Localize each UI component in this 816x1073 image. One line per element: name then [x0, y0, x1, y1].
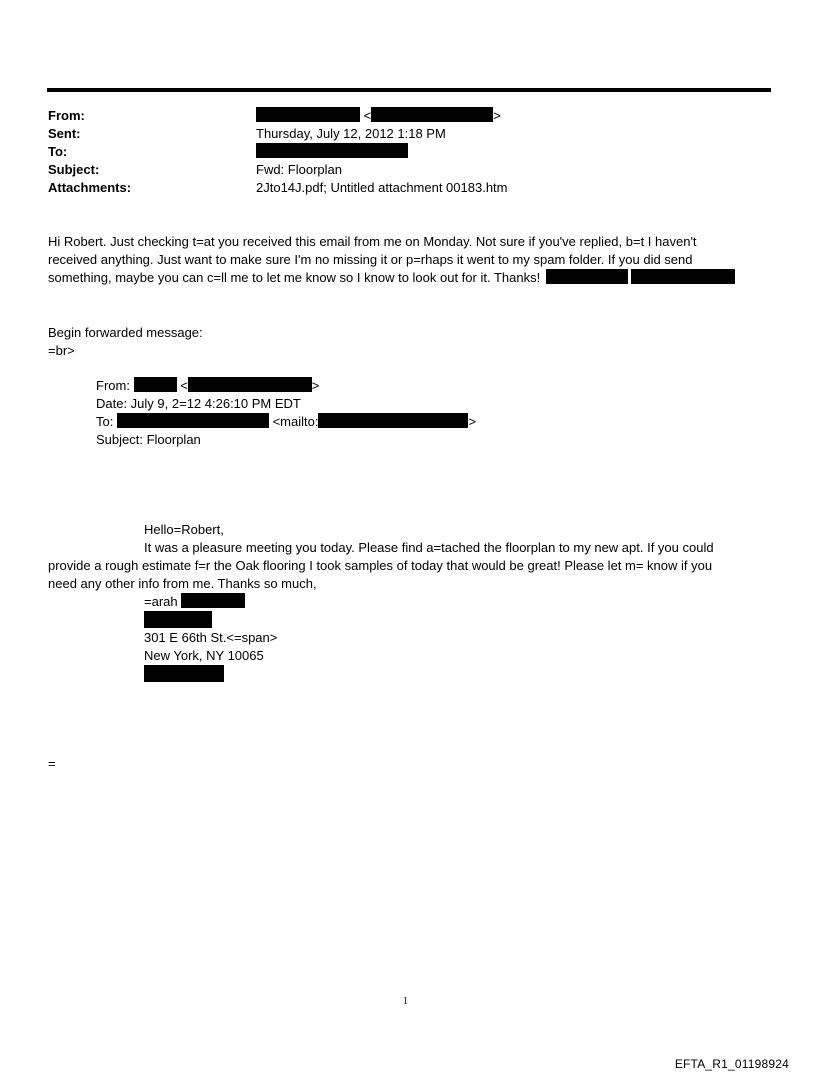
message-line-1: It was a pleasure meeting you today. Please find a=tached the floorplan to my new apt. If you could [144, 540, 714, 555]
message-line-2: provide a rough estimate f=r the Oak flooring I took samples of today that would be great! Please let m= know if you [48, 558, 713, 573]
signature-name: =arah [144, 594, 178, 609]
attachments-label: Attachments: [48, 180, 132, 195]
message-greeting: Hello=Robert, [144, 522, 224, 537]
redaction-block [256, 143, 408, 158]
signature-redacted-line [144, 611, 212, 631]
subject-value: Fwd: Floorplan [256, 162, 342, 177]
page-number: 1 [403, 996, 408, 1007]
fwd-from-label: From: [96, 378, 130, 393]
forwarded-br: =br> [48, 343, 75, 358]
fwd-subject-line: Subject: Floorplan [96, 432, 201, 447]
redaction-block [181, 593, 245, 608]
redaction-block [318, 413, 468, 428]
sent-label: Sent: [48, 126, 81, 141]
fwd-from-line [96, 377, 319, 395]
to-value [256, 143, 408, 161]
from-open-bracket: < [363, 108, 372, 123]
fwd-to-label: To: [96, 414, 114, 429]
redaction-block [144, 665, 224, 682]
from-value [256, 107, 501, 125]
fwd-from-close: > [311, 378, 320, 393]
redaction-block [188, 377, 312, 392]
fwd-to-line [96, 413, 476, 431]
from-close-bracket: > [493, 108, 501, 123]
document-id: EFTA_R1_01198924 [674, 1057, 789, 1071]
body-line-2: received anything. Just want to make sure I'm no missing it or p=rhaps it went to my spam folder. If you did send [48, 252, 693, 267]
fwd-to-close: > [468, 414, 477, 429]
fwd-date-line: Date: July 9, 2=12 4:26:10 PM EDT [96, 396, 301, 411]
redaction-block [256, 107, 360, 122]
attachments-value: 2Jto14J.pdf; Untitled attachment 00183.htm [256, 180, 508, 195]
signature-name-line [144, 593, 245, 611]
trailing-equals: = [48, 756, 56, 771]
signature-address-1: 301 E 66th St.<=span> [144, 630, 278, 645]
message-line-3: need any other info from me. Thanks so much, [48, 576, 317, 591]
signature-address-2: New York, NY 10065 [144, 648, 264, 663]
fwd-mailto: <mailto: [272, 414, 319, 429]
signature-redacted-phone [144, 665, 224, 685]
subject-label: Subject: [48, 162, 100, 177]
redaction-block [144, 611, 212, 628]
body-line-3-text: something, maybe you can c=ll me to let me know so I know to look out for it. Thanks! [48, 270, 541, 285]
redaction-block [117, 413, 269, 428]
to-label: To: [48, 144, 68, 159]
header-rule [47, 88, 771, 92]
body-line-1: Hi Robert. Just checking t=at you received this email from me on Monday. Not sure if you've replied, b=t I haven't [48, 234, 697, 249]
redaction-block [546, 269, 628, 284]
fwd-from-open: < [180, 378, 188, 393]
body-line-3 [48, 269, 735, 287]
forwarded-intro: Begin forwarded message: [48, 325, 203, 340]
redaction-block [371, 107, 493, 122]
redaction-block [134, 377, 177, 392]
redaction-block [631, 269, 735, 284]
from-label: From: [48, 108, 85, 123]
sent-value: Thursday, July 12, 2012 1:18 PM [256, 126, 446, 141]
